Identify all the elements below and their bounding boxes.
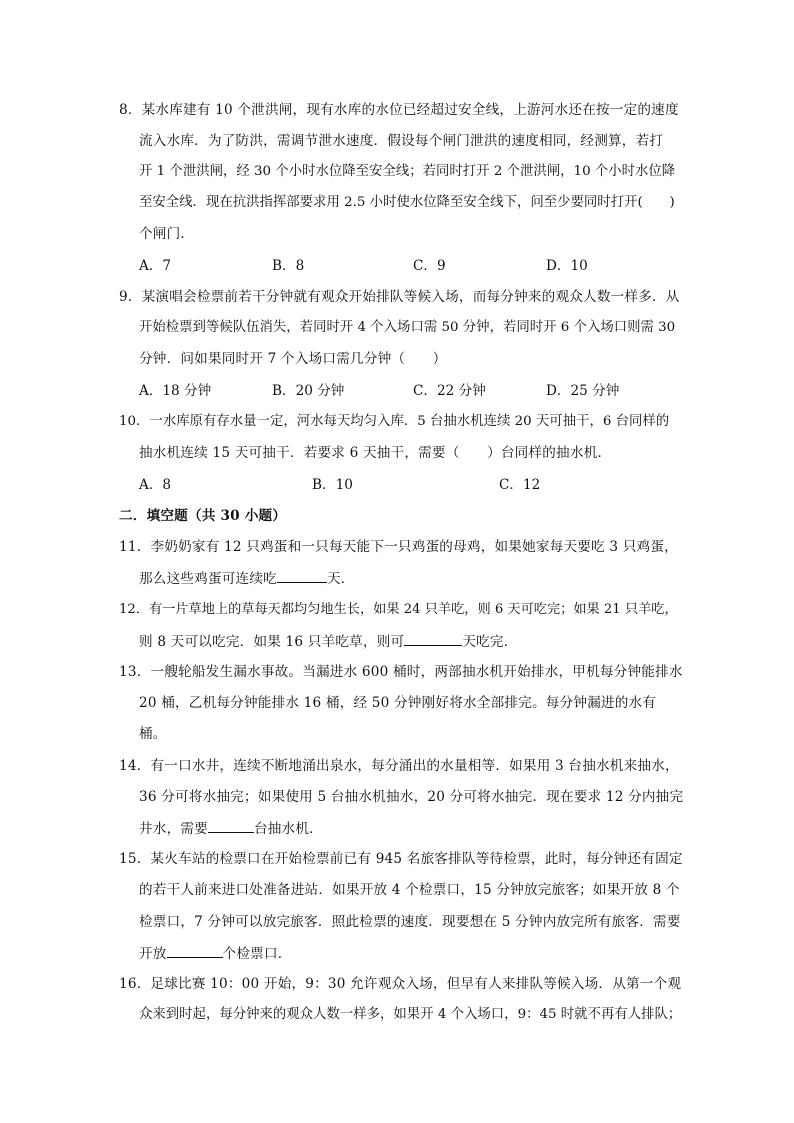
q9-option-a: A．18 分钟: [139, 383, 212, 399]
q11-answer-blank: [277, 568, 327, 583]
q15-line-4: [139, 943, 292, 964]
q9-line-2: 开始检票到等候队伍消失，若同时开 4 个入场口需 50 分钟，若同时开 6 个入场口则需 30: [139, 320, 676, 335]
q11-text-before-blank: 那么这些鸡蛋可连续吃: [139, 571, 277, 587]
q15-text-before-blank: 开放: [139, 946, 167, 962]
q9-option-b: B．20 分钟: [272, 383, 345, 399]
q12-line-1: 12．有一片草地上的草每天都均匀地生长，如果 24 只羊吃，则 6 天可吃完；如果 21 只羊吃，: [119, 602, 678, 617]
q9-line-3: 分钟．问如果同时开 7 个入场口需几分钟（ ）: [139, 351, 447, 367]
q11-text-after-blank: 天．: [326, 571, 355, 587]
q15-line-1: 15．某火车站的检票口在开始检票前已有 945 名旅客排队等待检票，此时，每分钟还有固定: [119, 851, 683, 867]
q12-text-before-blank: 则 8 天可以吃完．如果 16 只羊吃草，则可: [139, 634, 405, 650]
q8-line-1: 8．某水库建有 10 个泄洪闸，现有水库的水位已经超过安全线，上游河水还在按一定的速度: [119, 102, 679, 118]
q16-line-2: 众来到时起，每分钟来的观众人数一样多，如果开 4 个入场口，9：45 时就不再有人排队；: [139, 1007, 682, 1022]
q10-option-c: C．12: [499, 477, 541, 493]
q12-answer-blank: [404, 631, 462, 646]
q8-line-2: 流入水库．为了防洪，需调节泄水速度．假设每个闸门泄洪的速度相同，经测算，若打: [139, 133, 664, 149]
q8-option-b: B．8: [272, 258, 305, 274]
q13-line-3: 桶。: [139, 726, 167, 742]
q10-line-1: 10．一水库原有存水量一定，河水每天均匀入库．5 台抽水机连续 20 天可抽干，6 台同样的: [119, 414, 670, 429]
q10-option-b: B．10: [312, 477, 353, 493]
q8-line-3: 开 1 个泄洪闸，经 30 个小时水位降至安全线；若同时打开 2 个泄洪闸，10 个小时水位降: [139, 164, 676, 179]
q9-line-1: 9．某演唱会检票前若干分钟就有观众开始排队等候入场，而每分钟来的观众人数一样多．从: [119, 289, 680, 305]
q15-answer-blank: [167, 943, 223, 958]
q16-line-1: 16．足球比赛 10：00 开始，9：30 允许观众入场，但早有人来排队等候入场．从第一个观: [119, 976, 682, 992]
q9-option-c: C．22 分钟: [413, 383, 486, 399]
q11-line-1: 11．李奶奶家有 12 只鸡蛋和一只每天能下一只鸡蛋的母鸡，如果她家每天要吃 3 只鸡蛋，: [119, 539, 678, 555]
q8-option-a: A．7: [139, 258, 172, 274]
q14-text-before-blank: 井水，需要: [139, 821, 208, 837]
q12-line-2: [139, 631, 518, 652]
q10-option-a: A．8: [139, 477, 172, 493]
section-heading: 二．填空题（共 30 小题）: [119, 508, 287, 524]
q14-answer-blank: [208, 818, 254, 833]
q11-line-2: [139, 568, 355, 589]
q14-line-2: 36 分可将水抽完；如果使用 5 台抽水机抽水，20 分可将水抽完．现在要求 12 分内抽完: [139, 789, 684, 805]
q15-line-3: 检票口，7 分钟可以放完旅客．照此检票的速度．现要想在 5 分钟内放完所有旅客．需要: [139, 914, 681, 930]
q8-line-5: 个闸门．: [139, 226, 195, 242]
q14-text-after-blank: 台抽水机．: [253, 821, 323, 837]
q13-line-1: 13．一艘轮船发生漏水事故。当漏进水 600 桶时，两部抽水机开始排水，甲机每分钟能排水: [119, 664, 683, 680]
q13-line-2: 20 桶，乙机每分钟能排水 16 桶，经 50 分钟刚好将水全部排完。每分钟漏进的水有: [139, 695, 657, 711]
q14-line-1: 14．有一口水井，连续不断地涌出泉水，每分涌出的水量相等．如果用 3 台抽水机来抽水，: [119, 758, 679, 774]
q10-line-2: 抽水机连续 15 天可抽干．若要求 6 天抽干，需要（ ）台同样的抽水机．: [139, 445, 612, 461]
q8-option-c: C．9: [413, 258, 446, 274]
q14-line-3: [139, 818, 323, 839]
q8-option-d: D．10: [546, 258, 588, 274]
q9-option-d: D．25 分钟: [546, 383, 620, 399]
q12-text-after-blank: 天吃完．: [462, 634, 518, 650]
q8-line-4: 至安全线．现在抗洪指挥部要求用 2.5 小时使水位降至安全线下，问至少要同时打开( ): [139, 195, 675, 210]
q15-line-2: 的若干人前来进口处准备进站．如果开放 4 个检票口，15 分钟放完旅客；如果开放 8 个: [139, 882, 680, 898]
q15-text-after-blank: 个检票口．: [222, 946, 292, 962]
